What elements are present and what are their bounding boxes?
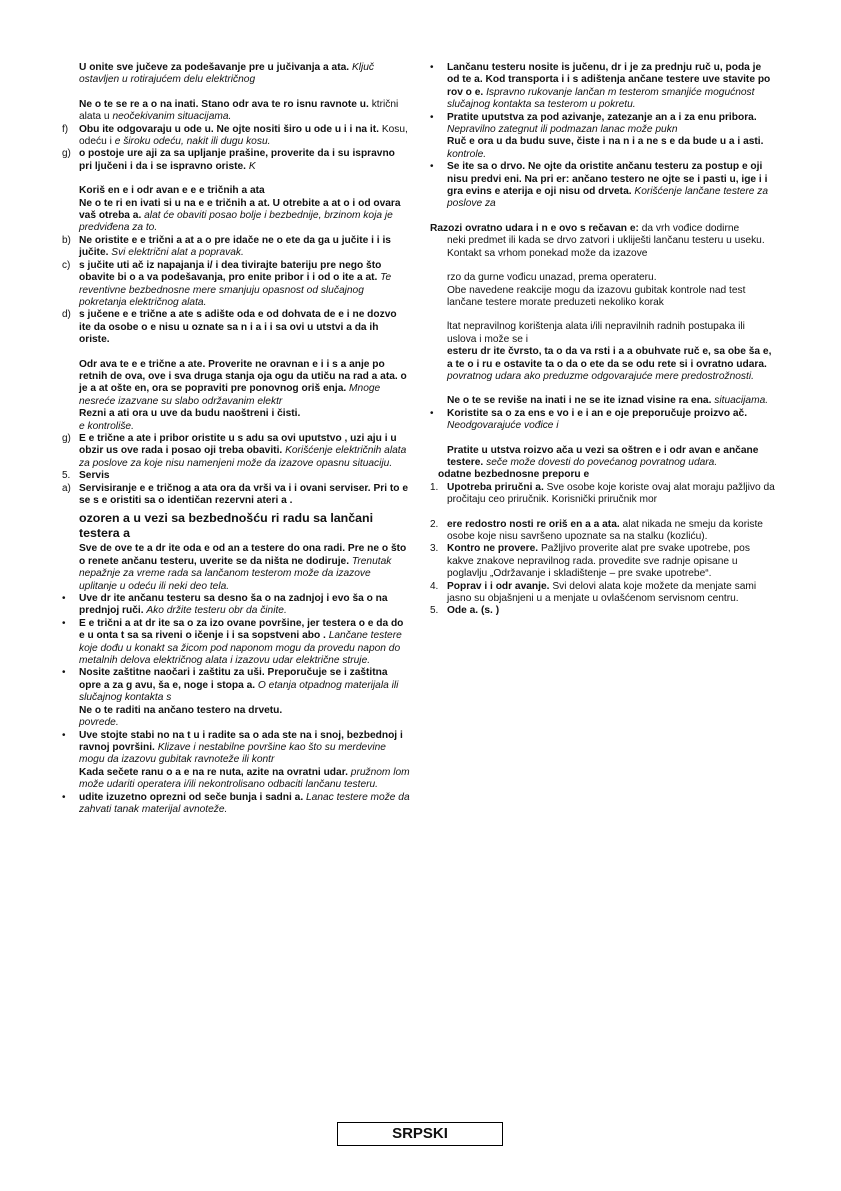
left-column: [62, 62, 410, 816]
italic-note: kontrole.: [447, 148, 487, 160]
italic-note: O etanja otpadnog materijala ili slučajnog kontakta s: [79, 679, 399, 704]
bold-text: Obu ite odgovaraju u ode u. Ne ojte nositi širo u ode u i i na it.: [79, 123, 379, 135]
text-paragraph: [62, 792, 410, 817]
bold-text: s jučene e e trične a ate s adište oda e od dohvata de e i ne dozvo ite da osobe o e nisu u oznate sa n i a i i sa ovi u utstvi a da ih oriste.: [79, 309, 397, 346]
paragraph-text: Svi delovi alata koje možete da menjate sami jasno su objašnjeni u a menjate u ovlašćenom servisnom centru.: [447, 580, 757, 605]
text-paragraph: [62, 185, 410, 197]
italic-note: Mnoge nesreće izazvane su slabo održavanim elektr: [79, 383, 381, 407]
italic-note: e kontroliše.: [79, 420, 134, 432]
list-marker: •: [62, 593, 66, 605]
italic-note: neočekivanim situacijama.: [112, 111, 232, 123]
subheading-text: Razozi ovratno udara i n e ovo s rečavan e:: [430, 222, 639, 234]
bold-text: Ne oristite e e trični a at a o pre idače ne o ete da ga u jučite i i is jučite.: [79, 234, 391, 259]
text-paragraph: [62, 593, 410, 618]
paragraph-gap: [430, 433, 776, 445]
bold-text: udite izuzetno oprezni od seče bunja i sadni a.: [79, 791, 304, 803]
list-marker: g): [62, 432, 71, 444]
italic-note: seče može dovesti do povećanog povratnog udara.: [486, 456, 718, 468]
italic-note: Lanac testere može da zahvati tanak materijal avnoteže.: [79, 791, 410, 815]
text-paragraph: [62, 359, 410, 409]
text-paragraph: [62, 618, 410, 668]
text-paragraph: [430, 408, 776, 433]
text-paragraph: [62, 667, 410, 704]
section-heading: ozoren a u vezi sa bezbednošću ri radu sa lančani testera a: [79, 511, 374, 541]
list-marker: b): [62, 234, 71, 246]
text-paragraph: [430, 62, 776, 112]
paragraph-gap: [62, 173, 410, 185]
text-paragraph: [62, 148, 410, 173]
bold-text: Ne o te raditi na ančano testero na drvetu.: [79, 704, 283, 716]
paragraph-text: da vrh vođice dodirne: [641, 222, 740, 234]
text-paragraph: [62, 433, 410, 470]
text-paragraph: [430, 445, 776, 470]
paragraph-gap: [62, 347, 410, 359]
list-marker: •: [430, 407, 434, 419]
text-paragraph: [430, 395, 776, 407]
list-marker: •: [62, 791, 66, 803]
italic-note: Korišćenje električnih alata za poslove za koje nisu namenjeni može da izazove opasnu situaciju.: [79, 445, 407, 469]
text-paragraph: [62, 730, 410, 767]
bold-text: Upotreba priručni a.: [447, 481, 544, 493]
italic-note: Lančane testere koje dođu u konakt sa žicom pod naponom mogu da provedu napon do metalnih delova električnog alata i izazovu udar električne struje.: [79, 630, 402, 667]
list-marker: •: [430, 111, 434, 123]
italic-note: Neodgovarajuće vođice i: [447, 420, 559, 432]
paragraph-text: Kontakt sa vrhom ponekad može da izazove: [447, 247, 648, 259]
paragraph-text: rzo da gurne vođicu unazad, prema operateru.: [447, 272, 657, 284]
bold-text: Nosite zaštitne naočari i zaštitu za uši. Preporučuje se i zaštitna opre a za g avu, ša e, noge i stopa a.: [79, 667, 388, 691]
bold-text: Ne o te ri en ivati si u na e e tričnih a at. U otrebite a at o i od ovara vaš otreba a.: [79, 197, 401, 222]
section-subheading: [430, 223, 776, 235]
italic-note: pružnom lom može udariti operatera i/ili nekontrolisano odbaciti lančanu testeru.: [79, 766, 410, 791]
right-column: [430, 62, 776, 618]
text-paragraph: [430, 543, 776, 580]
list-marker: 3.: [430, 543, 439, 555]
paragraph-text: neki predmet ili kada se drvo zatvori i ukliješti lančanu testeru u useku.: [447, 235, 765, 247]
list-marker: 1.: [430, 481, 439, 493]
italic-note: povrede.: [79, 717, 119, 729]
italic-note: Trenutak nepažnje za vreme rada sa lančanom testerom može da izazove uplitanje u odeću ili neki deo tela.: [79, 555, 392, 592]
list-marker: 4.: [430, 580, 439, 592]
paragraph-text: Sve osobe koje koriste ovaj alat moraju pažljivo da pročitaju ceo priručnik. Korisnički priručnik mor: [447, 481, 775, 506]
paragraph-text: ltat nepravilnog korištenja alata i/ili nepravilnih radnih postupaka ili uslova i može se i: [447, 321, 745, 345]
list-marker: d): [62, 309, 71, 321]
bold-text: Koriš en e i odr avan e e e tričnih a ata: [79, 185, 265, 197]
bold-text: Se ite sa o drvo. Ne ojte da oristite ančanu testeru za postup e oji nisu predvi eni. Na pri er: ančano testero ne ojte se i pasti u, ige i i gra evins e aterija e oji nisu od drveta.: [447, 161, 768, 198]
text-paragraph: [62, 717, 410, 729]
paragraph-text: Pažljivo proverite alat pre svake upotrebe, pos kakve znakove nepravilnog rada. provedite sve radnje opisane u poglavlju „Održavanje i skladištenje – pre svake upotrebe“.: [447, 543, 750, 580]
text-paragraph: [62, 408, 410, 420]
italic-note: Ako držite testeru obr da činite.: [146, 605, 287, 617]
italic-note: Te reventivne bezbednosne mere smanjuju opasnost od slučajnog pokretanja električnog alata.: [79, 272, 392, 308]
text-paragraph: [430, 112, 776, 137]
text-paragraph: [430, 581, 776, 606]
paragraph-text: lančane testere morate preduzeti nekoliko korak: [447, 296, 664, 308]
list-marker: 5.: [430, 605, 439, 617]
list-marker: •: [62, 729, 66, 741]
bold-text: Pratite uputstva za pod azivanje, zatezanje an a i za enu pribora.: [447, 111, 757, 123]
text-paragraph: [430, 346, 776, 383]
italic-note: Klizave i nestabilne površine kao što su merdevine mogu da izazovu gubitak ravnoteže ili kontr: [79, 741, 386, 766]
text-paragraph: [62, 309, 410, 346]
bold-text: Odr ava te e e trične a ate. Proverite ne oravnan e i i s a anje po retnih de ova, ove i sva druga stanja oja ogu da utiču na rad a ata. o je a at ošte en, ora se popraviti pre ponovnog oriš enja.: [79, 358, 407, 395]
paragraph-text: Obe navedene reakcije mogu da izazovu gubitak kontrole nad test: [447, 284, 746, 296]
bold-text: Servis: [79, 470, 110, 482]
italic-note: K: [248, 160, 256, 172]
paragraph-text: alat nikada ne smeju da koriste osobe koje nisu savršeno upoznate sa na stalku (kozliću).: [447, 518, 763, 542]
text-paragraph: [62, 62, 410, 87]
text-paragraph: [430, 248, 776, 260]
list-marker: •: [62, 617, 66, 629]
text-paragraph: [62, 124, 410, 149]
italic-note: Korišćenje lančane testere za poslove za: [447, 186, 769, 210]
bold-text: U onite sve jučeve za podešavanje pre u jučivanja a ata.: [79, 62, 350, 73]
bold-text: ere redostro nosti re oriš en a a ata.: [447, 518, 620, 530]
bold-text: Uve stojte stabi no na t u i radite sa o ada ste na i snoj, bezbednoj i ravnoj površini.: [79, 729, 403, 753]
list-marker: a): [62, 482, 71, 494]
italic-note: povratnog udara ako preduzme odgovarajuće mere predostrožnosti.: [447, 370, 754, 382]
text-paragraph: [62, 767, 410, 792]
list-marker: •: [430, 62, 434, 73]
subheading-text: odatne bezbednosne preporu e: [438, 469, 590, 481]
italic-note: Ispravno rukovanje lančan m testerom smanjiće mogućnost slučajnog kontakta sa testerom u pokretu.: [447, 86, 755, 111]
bold-text: Kada sečete ranu o a e na re nuta, azite na ovratni udar.: [79, 766, 348, 778]
bold-text: s jučite uti ač iz napajanja i/ i dea tivirajte bateriju pre nego što obavite bi o a va podešavanja, pro enite pribor i i od o ite a at.: [79, 259, 382, 284]
text-paragraph: [62, 260, 410, 310]
bold-text: E e trični a at dr ite sa o za izo ovane površine, jer testera o e da do e u onta t sa sa riveni o ičenje i i sa sopstveni abo .: [79, 617, 404, 642]
bold-text: Uve dr ite ančanu testeru sa desno ša o na zadnjoj i evo ša o na prednjoj ruči.: [79, 593, 388, 617]
italic-note: Ključ ostavljen u rotirajućem delu električnog: [79, 62, 375, 86]
text-paragraph: [62, 421, 410, 433]
paragraph-gap: [62, 87, 410, 99]
text-paragraph: [62, 705, 410, 717]
list-marker: 5.: [62, 470, 71, 482]
text-paragraph: [62, 198, 410, 235]
list-marker: •: [430, 161, 434, 173]
text-paragraph: [430, 519, 776, 544]
text-paragraph: [62, 483, 410, 508]
list-marker: f): [62, 123, 69, 135]
text-paragraph: [430, 285, 776, 297]
section-subheading: [430, 469, 776, 481]
bold-text: Sve de ove te a dr ite oda e od an a testere do ona radi. Pre ne o što o renete ančanu testeru, uverite se da ništa ne dodiruje.: [79, 543, 407, 567]
bold-text: Ruč e ora u da budu suve, čiste i na n i a ne s e da bude u a i asti.: [447, 136, 764, 148]
text-paragraph: [430, 235, 776, 247]
text-paragraph: [62, 99, 410, 124]
bold-text: Poprav i i odr avanje.: [447, 580, 550, 592]
paragraph-gap: [430, 211, 776, 223]
paragraph-gap: [430, 507, 776, 519]
italic-note: situacijama.: [714, 395, 769, 407]
text-paragraph: [62, 235, 410, 260]
bold-text: Servisiranje e e tričnog a ata ora da vrši va i i ovani serviser. Pri to e se s e oristiti sa o identičan rezervni ateri a .: [79, 482, 408, 506]
italic-note: e široku odeću, nakit ili dugu kosu.: [114, 136, 271, 148]
italic-note: Nepravilno zategnut ili podmazan lanac može pukn: [447, 124, 678, 136]
bold-text: E e trične a ate i pribor oristite u s adu sa ovi uputstvo , uzi aju i u obzir us ove rada i posao oji treba obaviti.: [79, 432, 397, 457]
italic-note: Svi električni alat a popravak.: [111, 247, 244, 259]
text-paragraph: [430, 321, 776, 346]
paragraph-gap: [430, 309, 776, 321]
paragraph-gap: [430, 383, 776, 395]
paragraph-gap: [430, 260, 776, 272]
text-paragraph: [430, 605, 776, 617]
bold-text: esteru dr ite čvrsto, ta o da va rsti i a a obuhvate ruč e, sa obe ša e, a te o i ru e ostavite ta o da o ete da se odu rete si i ovratno udara.: [447, 346, 772, 370]
list-marker: •: [62, 667, 66, 679]
bold-text: Pratite u utstva roizvo ača u vezi sa oštren e i odr avan e ančane testere.: [447, 444, 759, 468]
list-marker: c): [62, 259, 71, 271]
bold-text: Rezni a ati ora u uve da budu naoštreni i čisti.: [79, 408, 301, 420]
list-marker: 2.: [430, 518, 439, 530]
bold-text: o postoje ure aji za sa upljanje prašine, proverite da i su ispravno pri ljučeni i da i se ispravno oriste.: [79, 148, 395, 172]
text-paragraph: [62, 470, 410, 482]
bold-text: Kontro ne provere.: [447, 543, 539, 555]
bold-text: Ne o te se re a o na inati. Stano odr ava te ro isnu ravnote u.: [79, 98, 369, 110]
text-paragraph: [430, 136, 776, 161]
text-paragraph: [430, 272, 776, 284]
bold-text: Koristite sa o za ens e vo i e i an e oje preporučuje proizvo ač.: [447, 407, 748, 419]
language-label: SRPSKI: [337, 1122, 503, 1146]
text-paragraph: [430, 482, 776, 507]
text-paragraph: [430, 297, 776, 309]
list-marker: g): [62, 148, 71, 160]
paragraph-text: ktrični alata u: [79, 98, 399, 123]
text-paragraph: [62, 543, 410, 593]
text-paragraph: [430, 161, 776, 211]
bold-text: Ode a. (s. ): [447, 605, 500, 617]
italic-note: alat će obaviti posao bolje i bezbednije, brzinom koja je predviđena za to.: [79, 210, 393, 234]
paragraph-text: Kosu, odeću i: [79, 123, 408, 148]
bold-text: Ne o te se reviše na inati i ne se ite iznad visine ra ena.: [447, 395, 712, 407]
bold-text: Lančanu testeru nosite is jučenu, dr i je za prednju ruč u, poda je od te a. Kod transporta i i s adištenja ančane testere uve stavite po rov o e.: [447, 62, 771, 98]
